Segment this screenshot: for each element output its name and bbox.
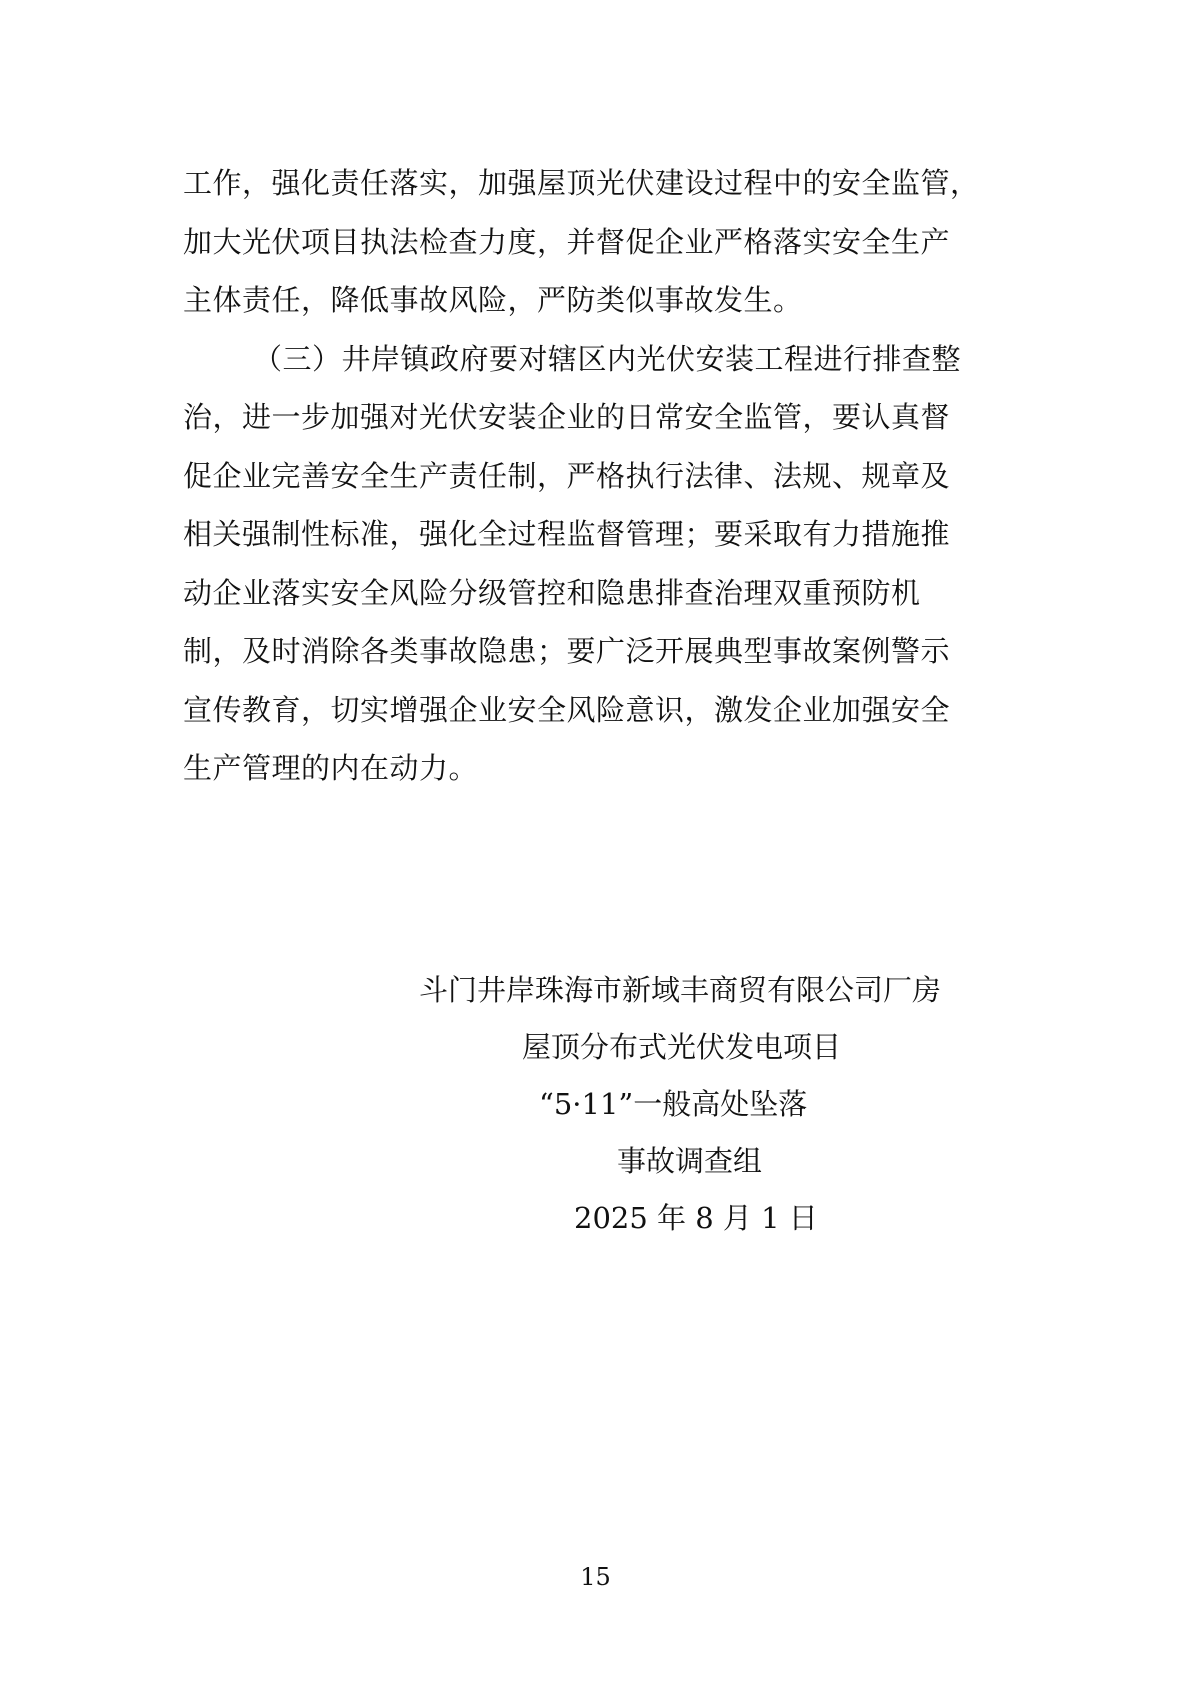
paragraph-line: 生产管理的内在动力。 [183, 751, 479, 785]
paragraph-line: 治，进一步加强对光伏安装企业的日常安全监管，要认真督 [183, 400, 951, 434]
page-number: 15 [580, 1563, 611, 1591]
paragraph-line: 加大光伏项目执法检查力度，并督促企业严格落实安全生产 [183, 224, 951, 259]
paragraph-line: 工作，强化责任落实，加强屋顶光伏建设过程中的安全监管， [183, 166, 980, 200]
signature-team-line: 事故调查组 [617, 1144, 763, 1178]
signature-date: 2025 年 8 月 1 日 [574, 1201, 818, 1235]
body-text [183, 154, 1009, 798]
paragraph-line: 动企业落实安全风险分级管控和隐患排查治理双重预防机 [183, 575, 921, 610]
paragraph-line: 宣传教育，切实增强企业安全风险意识，激发企业加强安全 [183, 692, 951, 727]
paragraph-line: 制，及时消除各类事故隐患；要广泛开展典型事故案例警示 [183, 634, 951, 668]
signature-block [400, 962, 1020, 1247]
paragraph-line: 主体责任，降低事故风险，严防类似事故发生。 [183, 283, 803, 317]
paragraph-line: 促企业完善安全生产责任制，严格执行法律、法规、规章及 [183, 458, 951, 493]
signature-organization-line: 斗门井岸珠海市新域丰商贸有限公司厂房 [419, 973, 942, 1007]
signature-project-line: 屋顶分布式光伏发电项目 [522, 1030, 842, 1064]
paragraph-line: （三）井岸镇政府要对辖区内光伏安装工程进行排查整 [253, 341, 962, 376]
paragraph-line: 相关强制性标准，强化全过程监督管理；要采取有力措施推 [183, 517, 951, 551]
signature-incident-line: “5·11”一般高处坠落 [539, 1087, 808, 1121]
